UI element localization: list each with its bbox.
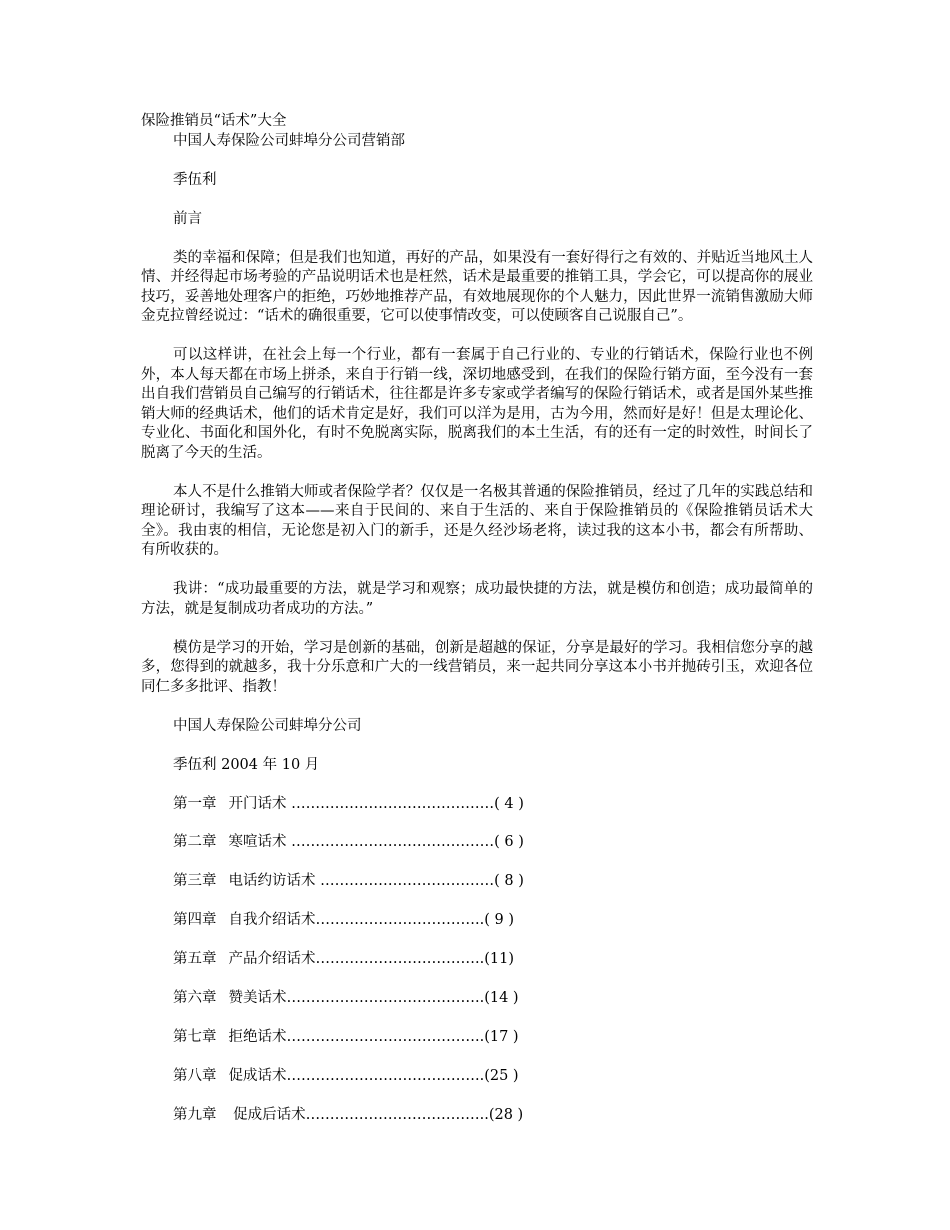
toc-chapter: 第五章 [173,951,217,968]
toc-entry: 开门话术 ……………………………………( 4 ) [228,795,524,812]
toc-item[interactable] [141,911,813,931]
signature-organization: 中国人寿保险公司蚌埠分公司 [173,717,362,734]
toc-item[interactable] [141,872,813,892]
toc-entry: 促成后话术………………………………..(28 ) [228,1106,524,1123]
toc-chapter: 第二章 [173,834,217,851]
document-title: 保险推销员“话术”大全 [141,113,287,129]
toc-chapter: 第四章 [173,912,217,929]
toc-entry: 寒喧话术 ……………………………………( 6 ) [228,834,524,851]
toc-chapter: 第六章 [173,989,217,1006]
preface-heading: 前言 [173,210,202,227]
toc-chapter: 第一章 [173,795,217,812]
toc-item[interactable] [141,1067,813,1087]
toc-entry: 自我介绍话术……………………………..( 9 ) [228,912,514,929]
toc-chapter: 第三章 [173,873,217,890]
signature-date: 季伍利 2004 年 10 月 [173,756,320,773]
document-page [141,112,813,1145]
preface-paragraph-3: 本人不是什么推销大师或者保险学者？仅仅是一名极其普通的保险推销员，经过了几年的实践总结和理论研讨，我编写了这本——来自于民间的、来自于生活的、来自于保险推销员的《保险推销员话术大全》。我由衷的相信，无论您是初入门的新手，还是久经沙场老将，读过我的这本小书，都会有所帮助、有所收获的。 [141,483,813,558]
toc-item[interactable] [141,795,813,815]
toc-entry: 拒绝话术…………………………………..(17 ) [228,1028,519,1045]
toc-chapter: 第七章 [173,1028,217,1045]
preface-paragraph-1: 类的幸福和保障；但是我们也知道，再好的产品，如果没有一套好得行之有效的、并贴近当地风土人情、并经得起市场考验的产品说明话术也是枉然，话术是最重要的推销工具，学会它，可以提高你的展业技巧，妥善地处理客户的拒绝，巧妙地推荐产品，有效地展现你的个人魅力，因此世界一流销售激励大师金克拉曾经说过：“话术的确很重要，它可以使事情改变，可以使顾客自己说服自己”。 [141,249,813,324]
toc-item[interactable] [141,833,813,853]
preface-paragraph-4: 我讲：“成功最重要的方法，就是学习和观察；成功最快捷的方法，就是模仿和创造；成功最简单的方法，就是复制成功者成功的方法。” [141,581,813,617]
toc-chapter: 第八章 [173,1067,217,1084]
toc-chapter: 第九章 [173,1106,217,1123]
preface-paragraph-2: 可以这样讲，在社会上每一个行业，都有一套属于自己行业的、专业的行销话术，保险行业也不例外，本人每天都在市场上拼杀，来自于行销一线，深切地感受到，在我们的保险行销方面，至今没有一套出自我们营销员自己编写的行销话术，往往都是许多专家或学者编写的保险行销话术，或者是国外某些推销大师的经典话术，他们的话术肯定是好，我们可以洋为是用，古为今用，然而好是好！但是太理论化、专业化、书面化和国外化，有时不免脱离实际，脱离我们的本土生活，有的还有一定的时效性，时间长了脱离了今天的生活。 [141,347,813,461]
toc-entry: 赞美话术…………………………………..(14 ) [228,989,519,1006]
toc-item[interactable] [141,1028,813,1048]
toc-entry: 电话约访话术 ………………………………( 8 ) [228,873,524,890]
toc-entry: 产品介绍话术……………………………..(11) [228,951,514,968]
author-line: 季伍利 [173,171,217,188]
toc-entry: 促成话术…………………………………..(25 ) [228,1067,519,1084]
preface-paragraph-5: 模仿是学习的开始，学习是创新的基础，创新是超越的保证，分享是最好的学习。我相信您分享的越多，您得到的就越多，我十分乐意和广大的一线营销员，来一起共同分享这本小书并抛砖引玉，欢迎各位同仁多多批评、指教！ [141,639,813,695]
table-of-contents [141,795,813,1126]
toc-item[interactable] [141,950,813,970]
toc-item[interactable] [141,1106,813,1126]
organization-line: 中国人寿保险公司蚌埠分公司营销部 [173,132,405,149]
toc-item[interactable] [141,989,813,1009]
